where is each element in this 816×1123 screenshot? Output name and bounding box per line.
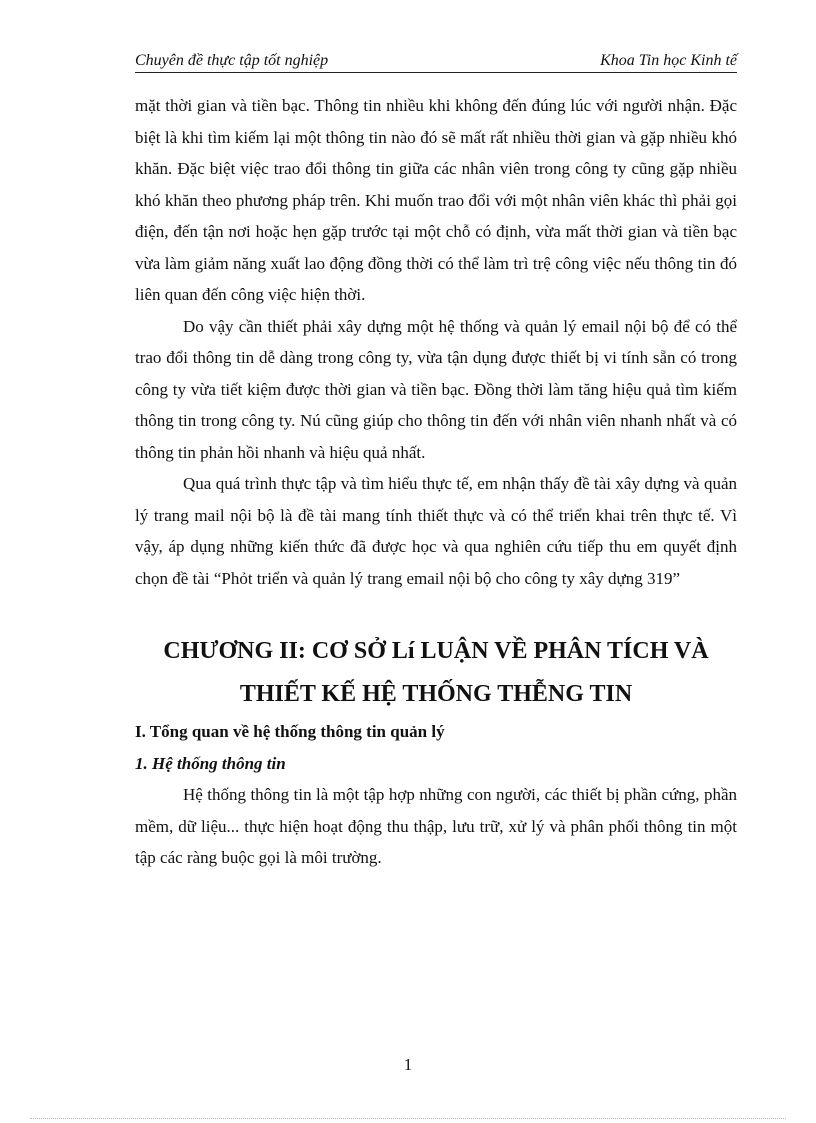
body-paragraph-2: Do vậy cần thiết phải xây dựng một hệ thống và quản lý email nội bộ để có thể trao đổi thông tin dễ dàng trong công ty, vừa tận dụng được thiết bị vi tính sẵn có trong công ty vừa tiết kiệm được thời gian và tiền bạc. Đồng thời làm tăng hiệu quả tìm kiếm thông tin trong công ty. Nú cũng giúp cho thông tin đến với nhân viên nhanh nhất và có thông tin phản hồi nhanh và hiệu quả nhất. bbox=[135, 316, 737, 462]
body-paragraph-3: Qua quá trình thực tập và tìm hiểu thực tế, em nhận thấy đề tài xây dựng và quản lý trang mail nội bộ là đề tài mang tính thiết thực và có thể triển khai trên thực tế. Vì vậy, áp dụng những kiến thức đã được học và qua nghiên cứu tiếp thu em quyết định chọn đề tài “Phỏt triển và quản lý trang email nội bộ cho công ty xây dựng 319” bbox=[135, 474, 737, 588]
page-number: 1 bbox=[403, 1055, 413, 1074]
page-bottom-divider bbox=[30, 1118, 786, 1119]
header-document-title: Chuyên đề thực tập tốt nghiệp bbox=[135, 52, 329, 69]
body-paragraph-4: Hệ thống thông tin là một tập hợp những con người, các thiết bị phần cứng, phần mềm, dữ liệu... thực hiện hoạt động thu thập, lưu trữ, xử lý và phân phối thông tin một tập các ràng buộc gọi là môi trường. bbox=[135, 785, 737, 867]
section-heading: I. Tổng quan về hệ thống thông tin quản lý bbox=[135, 722, 445, 741]
chapter-heading-line-2: THIẾT KẾ HỆ THỐNG THỄNG TIN bbox=[239, 681, 633, 707]
subsection-heading: 1. Hệ thống thông tin bbox=[135, 753, 286, 773]
header-faculty: Khoa Tin học Kinh tế bbox=[600, 52, 737, 69]
chapter-heading-line-1: CHƯƠNG II: CƠ SỞ Lí LUẬN VỀ PHÂN TÍCH VÀ bbox=[163, 638, 709, 664]
body-paragraph-1: mặt thời gian và tiền bạc. Thông tin nhiều khi không đến đúng lúc với người nhận. Đặc biệt là khi tìm kiếm lại một thông tin nào đó sẽ mất rất nhiều thời gian và gặp nhiều khó khăn. Đặc biệt việc trao đổi thông tin giữa các nhân viên trong công ty cũng gặp nhiều khó khăn theo phương pháp trên. Khi muốn trao đổi với một nhân viên khác thì phải gọi điện, đến tận nơi hoặc hẹn gặp trước tại một chỗ có định, vừa mất thời gian và tiền bạc vừa làm giảm năng xuất lao động đồng thời có thể làm trì trệ công việc nếu thông tin đó liên quan đến công việc hiện thời. bbox=[135, 96, 737, 304]
page-body bbox=[135, 90, 737, 874]
page-header bbox=[135, 50, 737, 73]
chapter-heading bbox=[135, 630, 737, 716]
